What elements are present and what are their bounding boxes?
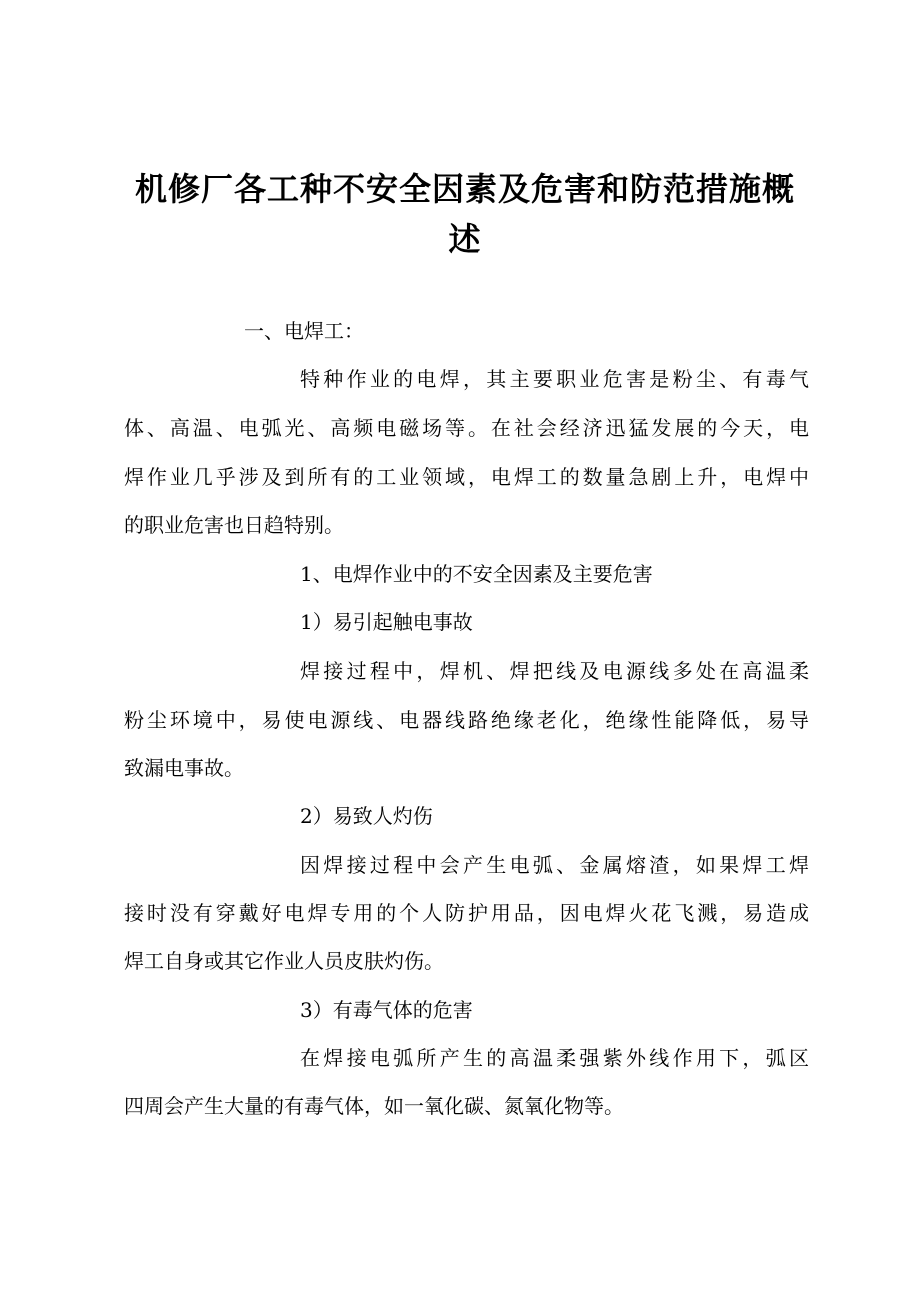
item-2-line-1: 因焊接过程中会产生电弧、金属熔渣，如果焊工焊: [300, 853, 809, 877]
section-heading: 一、电焊工：: [244, 319, 364, 343]
item-1-heading: 1）易引起触电事故: [300, 610, 473, 634]
subsection-heading: 1、电焊作业中的不安全因素及主要危害: [300, 562, 653, 586]
item-2-line-3: 焊工自身或其它作业人员皮肤灼伤。: [124, 949, 444, 973]
item-3-line-1: 在焊接电弧所产生的高温柔强紫外线作用下，弧区: [300, 1046, 809, 1070]
item-2-heading: 2）易致人灼伤: [300, 804, 433, 828]
intro-line-2: 体、高温、电弧光、高频电磁场等。在社会经济迅猛发展的今天，电: [124, 416, 809, 440]
document-title: 机修厂各工种不安全因素及危害和防范措施概述: [134, 170, 795, 258]
item-1-line-3: 致漏电事故。: [124, 756, 244, 780]
intro-line-3: 焊作业几乎涉及到所有的工业领域，电焊工的数量急剧上升，电焊中: [124, 465, 809, 489]
item-3-heading: 3）有毒气体的危害: [300, 998, 473, 1022]
intro-line-4: 的职业危害也日趋特别。: [124, 513, 344, 537]
item-1-line-2: 粉尘环境中，易使电源线、电器线路绝缘老化，绝缘性能降低，易导: [124, 708, 809, 732]
item-3-line-2: 四周会产生大量的有毒气体，如一氧化碳、氮氧化物等。: [124, 1094, 624, 1118]
intro-line-1: 特种作业的电焊，其主要职业危害是粉尘、有毒气: [300, 367, 809, 391]
item-1-line-1: 焊接过程中，焊机、焊把线及电源线多处在高温柔: [300, 659, 809, 683]
item-2-line-2: 接时没有穿戴好电焊专用的个人防护用品，因电焊火花飞溅，易造成: [124, 901, 809, 925]
